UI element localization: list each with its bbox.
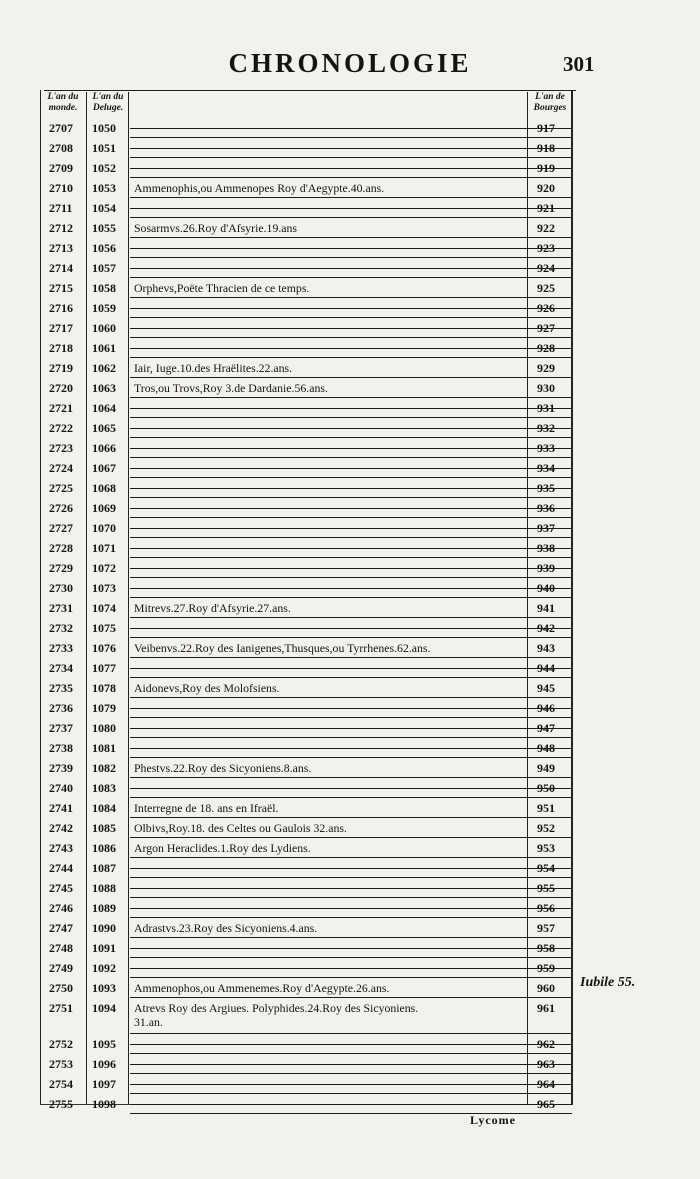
table-row bbox=[44, 1034, 570, 1054]
table-row bbox=[44, 538, 570, 558]
year-of-deluge: 1072 bbox=[92, 561, 116, 575]
year-of-deluge: 1052 bbox=[92, 161, 116, 175]
year-of-bourges: 918 bbox=[537, 141, 555, 155]
row-rule bbox=[130, 968, 572, 969]
year-of-bourges: 943 bbox=[537, 641, 555, 655]
year-of-world: 2716 bbox=[49, 301, 73, 315]
year-of-bourges: 955 bbox=[537, 881, 555, 895]
row-rule bbox=[130, 868, 572, 869]
table-row bbox=[44, 798, 570, 818]
table-row bbox=[44, 318, 570, 338]
table-row bbox=[44, 218, 570, 238]
year-of-world: 2740 bbox=[49, 781, 73, 795]
year-of-bourges: 947 bbox=[537, 721, 555, 735]
row-rule bbox=[130, 428, 572, 429]
row-rule bbox=[130, 168, 572, 169]
year-of-deluge: 1053 bbox=[92, 181, 116, 195]
table-row bbox=[44, 658, 570, 678]
year-of-deluge: 1084 bbox=[92, 801, 116, 815]
year-of-deluge: 1075 bbox=[92, 621, 116, 635]
table-row bbox=[44, 578, 570, 598]
year-of-deluge: 1058 bbox=[92, 281, 116, 295]
row-rule bbox=[130, 208, 572, 209]
year-of-bourges: 936 bbox=[537, 501, 555, 515]
row-rule bbox=[130, 508, 572, 509]
row-rule bbox=[130, 128, 572, 129]
year-of-world: 2714 bbox=[49, 261, 73, 275]
year-of-world: 2724 bbox=[49, 461, 73, 475]
year-of-deluge: 1082 bbox=[92, 761, 116, 775]
table-row bbox=[44, 1094, 570, 1114]
year-of-bourges: 940 bbox=[537, 581, 555, 595]
year-of-deluge: 1051 bbox=[92, 141, 116, 155]
year-of-deluge: 1061 bbox=[92, 341, 116, 355]
table-row bbox=[44, 298, 570, 318]
year-of-world: 2754 bbox=[49, 1077, 73, 1091]
year-of-deluge: 1080 bbox=[92, 721, 116, 735]
row-rule bbox=[130, 728, 572, 729]
table-row bbox=[44, 678, 570, 698]
year-of-world: 2749 bbox=[49, 961, 73, 975]
row-rule bbox=[130, 1064, 572, 1065]
event-entry: Interregne de 18. ans en Ifraël. bbox=[134, 801, 279, 815]
event-entry: Ammenophis,ou Ammenopes Roy d'Aegypte.40.ans. bbox=[134, 181, 385, 195]
year-of-world: 2736 bbox=[49, 701, 73, 715]
table-row bbox=[44, 338, 570, 358]
year-of-bourges: 929 bbox=[537, 361, 555, 375]
margin-note: Iubile 55. bbox=[580, 975, 636, 990]
row-rule bbox=[130, 468, 572, 469]
year-of-bourges: 926 bbox=[537, 301, 555, 315]
year-of-deluge: 1068 bbox=[92, 481, 116, 495]
table-row bbox=[44, 758, 570, 778]
page-number: 301 bbox=[563, 52, 595, 76]
row-rule bbox=[130, 1044, 572, 1045]
table-row bbox=[44, 598, 570, 618]
table-row bbox=[44, 638, 570, 658]
year-of-deluge: 1076 bbox=[92, 641, 116, 655]
table-row bbox=[44, 478, 570, 498]
year-of-bourges: 922 bbox=[537, 221, 555, 235]
year-of-bourges: 963 bbox=[537, 1057, 555, 1071]
table-row bbox=[44, 138, 570, 158]
table-row bbox=[44, 158, 570, 178]
event-entry: Tros,ou Trovs,Roy 3.de Dardanie.56.ans. bbox=[134, 381, 328, 395]
event-entry: Sosarmvs.26.Roy d'Afsyrie.19.ans bbox=[134, 221, 298, 235]
year-of-world: 2751 bbox=[49, 1001, 73, 1015]
row-rule bbox=[130, 448, 572, 449]
table-row bbox=[44, 698, 570, 718]
event-entry: Adrastvs.23.Roy des Sicyoniens.4.ans. bbox=[134, 921, 318, 935]
year-of-world: 2755 bbox=[49, 1097, 73, 1111]
table-row bbox=[44, 498, 570, 518]
table-row bbox=[44, 418, 570, 438]
year-of-bourges: 933 bbox=[537, 441, 555, 455]
year-of-deluge: 1070 bbox=[92, 521, 116, 535]
catchword: Lycome bbox=[470, 1113, 516, 1127]
row-rule bbox=[130, 148, 572, 149]
year-of-bourges: 939 bbox=[537, 561, 555, 575]
year-of-deluge: 1066 bbox=[92, 441, 116, 455]
year-of-bourges: 952 bbox=[537, 821, 555, 835]
table-row bbox=[44, 358, 570, 378]
table-row bbox=[44, 918, 570, 938]
year-of-deluge: 1057 bbox=[92, 261, 116, 275]
row-rule bbox=[130, 948, 572, 949]
year-of-deluge: 1055 bbox=[92, 221, 116, 235]
year-of-world: 2725 bbox=[49, 481, 73, 495]
year-of-deluge: 1077 bbox=[92, 661, 116, 675]
table-row bbox=[44, 198, 570, 218]
row-rule bbox=[130, 568, 572, 569]
table-row bbox=[44, 378, 570, 398]
row-rule bbox=[130, 628, 572, 629]
year-of-deluge: 1098 bbox=[92, 1097, 116, 1111]
table-row bbox=[44, 858, 570, 878]
year-of-deluge: 1083 bbox=[92, 781, 116, 795]
year-of-world: 2707 bbox=[49, 121, 73, 135]
year-of-bourges: 931 bbox=[537, 401, 555, 415]
row-rule bbox=[130, 908, 572, 909]
year-of-bourges: 928 bbox=[537, 341, 555, 355]
year-of-world: 2741 bbox=[49, 801, 73, 815]
year-of-world: 2744 bbox=[49, 861, 73, 875]
row-rule bbox=[130, 328, 572, 329]
year-of-deluge: 1092 bbox=[92, 961, 116, 975]
year-of-bourges: 942 bbox=[537, 621, 555, 635]
year-of-bourges: 961 bbox=[537, 1001, 555, 1015]
event-entry: Veibenvs.22.Roy des Ianigenes,Thusques,ou Tyrrhenes.62.ans. bbox=[134, 641, 431, 655]
row-rule bbox=[130, 588, 572, 589]
year-of-bourges: 934 bbox=[537, 461, 555, 475]
table-row bbox=[44, 258, 570, 278]
year-of-bourges: 919 bbox=[537, 161, 555, 175]
year-of-world: 2737 bbox=[49, 721, 73, 735]
table-row bbox=[44, 438, 570, 458]
year-of-deluge: 1065 bbox=[92, 421, 116, 435]
table-row bbox=[44, 718, 570, 738]
event-entry: Orphevs,Poëte Thracien de ce temps. bbox=[134, 281, 310, 295]
year-of-world: 2712 bbox=[49, 221, 73, 235]
year-of-deluge: 1062 bbox=[92, 361, 116, 375]
year-of-world: 2747 bbox=[49, 921, 73, 935]
table-row bbox=[44, 818, 570, 838]
table-row bbox=[44, 278, 570, 298]
row-rule bbox=[130, 788, 572, 789]
year-of-world: 2723 bbox=[49, 441, 73, 455]
row-rule bbox=[130, 248, 572, 249]
year-of-deluge: 1087 bbox=[92, 861, 116, 875]
year-of-world: 2726 bbox=[49, 501, 73, 515]
year-of-bourges: 935 bbox=[537, 481, 555, 495]
year-of-deluge: 1073 bbox=[92, 581, 116, 595]
year-of-bourges: 923 bbox=[537, 241, 555, 255]
table-row bbox=[44, 958, 570, 978]
year-of-deluge: 1050 bbox=[92, 121, 116, 135]
year-of-world: 2719 bbox=[49, 361, 73, 375]
year-of-bourges: 959 bbox=[537, 961, 555, 975]
row-rule bbox=[130, 348, 572, 349]
year-of-world: 2739 bbox=[49, 761, 73, 775]
year-of-bourges: 956 bbox=[537, 901, 555, 915]
column-header-deluge: L'an du Deluge. bbox=[92, 92, 124, 113]
year-of-world: 2731 bbox=[49, 601, 73, 615]
event-entry: Atrevs Roy des Argiues. Polyphides.24.Roy des Sicyoniens. bbox=[134, 1001, 419, 1015]
year-of-world: 2727 bbox=[49, 521, 73, 535]
year-of-world: 2735 bbox=[49, 681, 73, 695]
year-of-bourges: 927 bbox=[537, 321, 555, 335]
event-entry: Ammenophos,ou Ammenemes.Roy d'Aegypte.26.ans. bbox=[134, 981, 390, 995]
year-of-bourges: 965 bbox=[537, 1097, 555, 1111]
year-of-world: 2711 bbox=[49, 201, 73, 215]
year-of-deluge: 1095 bbox=[92, 1037, 116, 1051]
year-of-deluge: 1094 bbox=[92, 1001, 116, 1015]
year-of-bourges: 941 bbox=[537, 601, 555, 615]
column-header-bourges: L'an de Bourges bbox=[533, 92, 567, 113]
year-of-deluge: 1071 bbox=[92, 541, 116, 555]
year-of-world: 2733 bbox=[49, 641, 73, 655]
year-of-bourges: 962 bbox=[537, 1037, 555, 1051]
year-of-world: 2748 bbox=[49, 941, 73, 955]
year-of-bourges: 954 bbox=[537, 861, 555, 875]
year-of-deluge: 1069 bbox=[92, 501, 116, 515]
year-of-world: 2750 bbox=[49, 981, 73, 995]
year-of-bourges: 964 bbox=[537, 1077, 555, 1091]
year-of-world: 2721 bbox=[49, 401, 73, 415]
year-of-bourges: 960 bbox=[537, 981, 555, 995]
table-row bbox=[44, 238, 570, 258]
row-rule bbox=[130, 668, 572, 669]
year-of-world: 2708 bbox=[49, 141, 73, 155]
row-rule bbox=[130, 888, 572, 889]
year-of-world: 2728 bbox=[49, 541, 73, 555]
year-of-deluge: 1067 bbox=[92, 461, 116, 475]
year-of-deluge: 1060 bbox=[92, 321, 116, 335]
table-row bbox=[44, 558, 570, 578]
year-of-world: 2753 bbox=[49, 1057, 73, 1071]
year-of-deluge: 1096 bbox=[92, 1057, 116, 1071]
year-of-bourges: 925 bbox=[537, 281, 555, 295]
year-of-deluge: 1054 bbox=[92, 201, 116, 215]
year-of-bourges: 945 bbox=[537, 681, 555, 695]
year-of-bourges: 944 bbox=[537, 661, 555, 675]
year-of-world: 2710 bbox=[49, 181, 73, 195]
year-of-world: 2717 bbox=[49, 321, 73, 335]
year-of-deluge: 1079 bbox=[92, 701, 116, 715]
year-of-bourges: 951 bbox=[537, 801, 555, 815]
event-entry: Olbivs,Roy.18. des Celtes ou Gaulois 32.ans. bbox=[134, 821, 347, 835]
year-of-bourges: 920 bbox=[537, 181, 555, 195]
row-rule bbox=[130, 1084, 572, 1085]
year-of-deluge: 1074 bbox=[92, 601, 116, 615]
table-row bbox=[44, 998, 570, 1034]
table-row bbox=[44, 738, 570, 758]
table-row bbox=[44, 618, 570, 638]
year-of-world: 2732 bbox=[49, 621, 73, 635]
year-of-world: 2752 bbox=[49, 1037, 73, 1051]
year-of-deluge: 1093 bbox=[92, 981, 116, 995]
event-entry-continuation: 31.an. bbox=[134, 1015, 163, 1029]
table-row bbox=[44, 898, 570, 918]
row-rule bbox=[130, 308, 572, 309]
row-rule bbox=[130, 408, 572, 409]
year-of-bourges: 949 bbox=[537, 761, 555, 775]
table-row bbox=[44, 178, 570, 198]
table-row bbox=[44, 398, 570, 418]
year-of-bourges: 924 bbox=[537, 261, 555, 275]
year-of-deluge: 1064 bbox=[92, 401, 116, 415]
year-of-world: 2730 bbox=[49, 581, 73, 595]
year-of-deluge: 1086 bbox=[92, 841, 116, 855]
year-of-bourges: 946 bbox=[537, 701, 555, 715]
row-rule bbox=[130, 1104, 572, 1105]
table-row bbox=[44, 838, 570, 858]
year-of-bourges: 938 bbox=[537, 541, 555, 555]
table-row bbox=[44, 1054, 570, 1074]
row-rule bbox=[130, 708, 572, 709]
event-entry: Aidonevs,Roy des Molofsiens. bbox=[134, 681, 280, 695]
year-of-deluge: 1063 bbox=[92, 381, 116, 395]
row-rule bbox=[130, 488, 572, 489]
year-of-deluge: 1091 bbox=[92, 941, 116, 955]
year-of-bourges: 950 bbox=[537, 781, 555, 795]
year-of-world: 2715 bbox=[49, 281, 73, 295]
year-of-bourges: 953 bbox=[537, 841, 555, 855]
year-of-bourges: 957 bbox=[537, 921, 555, 935]
year-of-world: 2729 bbox=[49, 561, 73, 575]
year-of-deluge: 1078 bbox=[92, 681, 116, 695]
table-row bbox=[44, 118, 570, 138]
year-of-world: 2722 bbox=[49, 421, 73, 435]
table-row bbox=[44, 518, 570, 538]
year-of-deluge: 1085 bbox=[92, 821, 116, 835]
event-entry: Phestvs.22.Roy des Sicyoniens.8.ans. bbox=[134, 761, 312, 775]
year-of-world: 2709 bbox=[49, 161, 73, 175]
year-of-world: 2720 bbox=[49, 381, 73, 395]
year-of-world: 2742 bbox=[49, 821, 73, 835]
year-of-deluge: 1059 bbox=[92, 301, 116, 315]
year-of-world: 2734 bbox=[49, 661, 73, 675]
year-of-deluge: 1056 bbox=[92, 241, 116, 255]
row-rule bbox=[130, 748, 572, 749]
column-header-world: L'an du monde. bbox=[47, 92, 79, 113]
year-of-deluge: 1097 bbox=[92, 1077, 116, 1091]
year-of-deluge: 1090 bbox=[92, 921, 116, 935]
table-row bbox=[44, 778, 570, 798]
year-of-world: 2745 bbox=[49, 881, 73, 895]
year-of-bourges: 937 bbox=[537, 521, 555, 535]
event-entry: Argon Heraclides.1.Roy des Lydiens. bbox=[134, 841, 311, 855]
row-rule bbox=[130, 548, 572, 549]
year-of-world: 2718 bbox=[49, 341, 73, 355]
table-row bbox=[44, 458, 570, 478]
year-of-world: 2743 bbox=[49, 841, 73, 855]
year-of-deluge: 1089 bbox=[92, 901, 116, 915]
row-rule bbox=[130, 268, 572, 269]
year-of-bourges: 921 bbox=[537, 201, 555, 215]
table-row bbox=[44, 878, 570, 898]
event-entry: Mitrevs.27.Roy d'Afsyrie.27.ans. bbox=[134, 601, 291, 615]
table-row bbox=[44, 938, 570, 958]
year-of-deluge: 1081 bbox=[92, 741, 116, 755]
year-of-deluge: 1088 bbox=[92, 881, 116, 895]
year-of-bourges: 917 bbox=[537, 121, 555, 135]
year-of-world: 2746 bbox=[49, 901, 73, 915]
year-of-world: 2713 bbox=[49, 241, 73, 255]
year-of-bourges: 932 bbox=[537, 421, 555, 435]
year-of-bourges: 948 bbox=[537, 741, 555, 755]
year-of-world: 2738 bbox=[49, 741, 73, 755]
year-of-bourges: 930 bbox=[537, 381, 555, 395]
year-of-bourges: 958 bbox=[537, 941, 555, 955]
table-row bbox=[44, 978, 570, 998]
table-row bbox=[44, 1074, 570, 1094]
row-rule bbox=[130, 528, 572, 529]
event-entry: Iair, Iuge.10.des Hraëlites.22.ans. bbox=[134, 361, 293, 375]
page-title: CHRONOLOGIE bbox=[228, 48, 472, 78]
